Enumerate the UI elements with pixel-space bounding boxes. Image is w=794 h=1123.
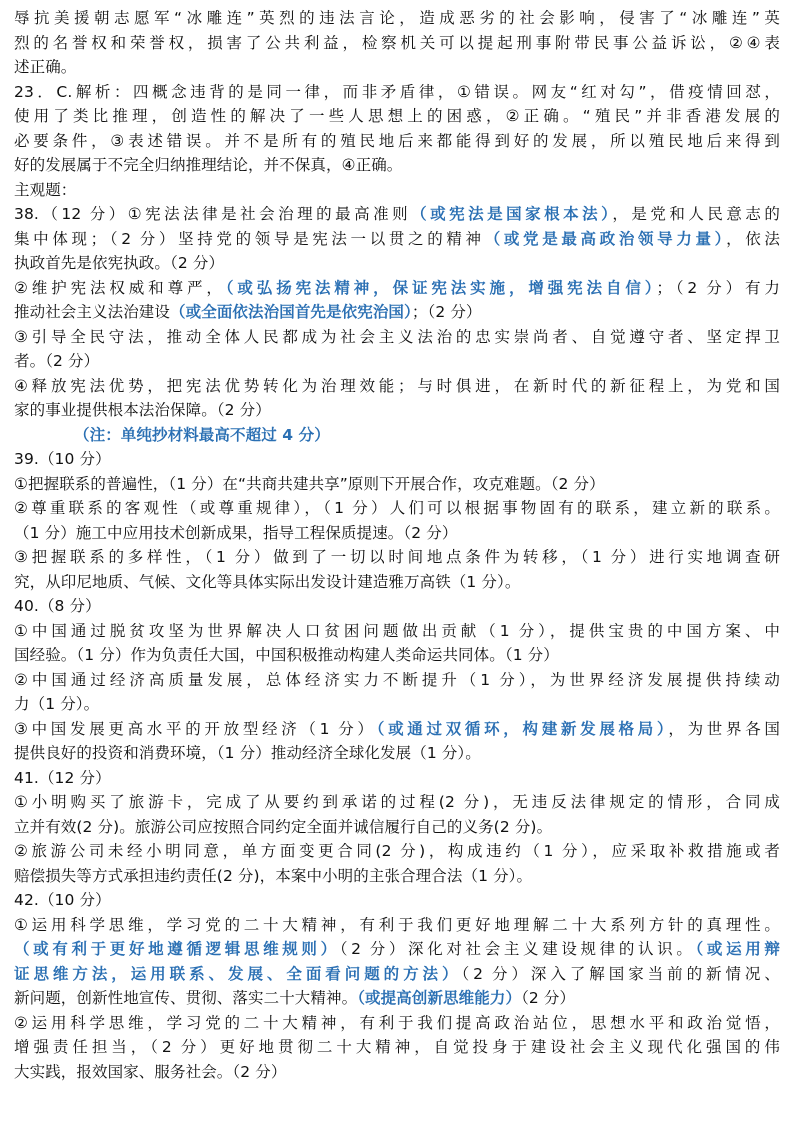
answer-text: 新问题，创新性地宣传、贯彻、落实二十大精神。 xyxy=(14,989,358,1007)
text-line xyxy=(14,153,780,178)
text-line xyxy=(14,447,780,472)
text-line xyxy=(14,276,780,301)
highlighted-annotation: （注：单纯抄材料最高不超过 4 分） xyxy=(74,425,330,444)
text-line xyxy=(14,251,780,276)
answer-text: ①运用科学思维，学习党的二十大精神，有利于我们更好地理解二十大系列方针的真理性。 xyxy=(14,915,780,934)
answer-text: 究，从印尼地质、气候、文化等具体实际出发设计建造雅万高铁（1 分）。 xyxy=(14,572,521,591)
highlighted-annotation: （或党是最高政治领导力量） xyxy=(484,229,727,248)
answer-text: ②运用科学思维，学习党的二十大精神，有利于我们提高政治站位，思想水平和政治觉悟， xyxy=(14,1013,780,1032)
text-line xyxy=(14,1035,780,1060)
answer-text: 国经验。（1 分）作为负责任大国，中国积极推动构建人类命运共同体。（1 分） xyxy=(14,646,559,664)
text-line xyxy=(14,31,780,56)
answer-text: 40.（8 分） xyxy=(14,597,101,615)
answer-text: （2 分）深化对社会主义建设规律的认识。 xyxy=(339,940,696,958)
text-line xyxy=(14,545,780,570)
highlighted-annotation: （或运用辩 xyxy=(695,940,780,958)
answer-text: 42.（10 分） xyxy=(14,891,111,909)
answer-text: 述正确。 xyxy=(14,58,77,76)
answer-text: 烈的名誉权和荣誉权，损害了公共利益，检察机关可以提起刑事附带民事公益诉讼，②④表 xyxy=(14,33,780,52)
answer-text: 23．C.解析：四概念违背的是同一律，而非矛盾律，①错误。网友“红对勾”，借疫情回怼， xyxy=(14,82,780,101)
text-line xyxy=(14,104,780,129)
answer-text: 辱抗美援朝志愿军“冰雕连”英烈的违法言论，造成恶劣的社会影响，侵害了“冰雕连”英 xyxy=(14,9,780,27)
answer-text: 执政首先是依宪执政。（2 分） xyxy=(14,254,225,272)
answer-text: ，依法 xyxy=(726,229,780,248)
answer-text: 主观题： xyxy=(14,180,77,199)
answer-text: ①小明购买了旅游卡，完成了从要约到承诺的过程(2 分)，无违反法律规定的情形，合同成 xyxy=(14,793,780,811)
answer-text: （2 分） xyxy=(521,989,576,1007)
text-line xyxy=(14,717,780,742)
text-line xyxy=(14,6,780,31)
text-line xyxy=(14,839,780,864)
answer-text: 41.（12 分） xyxy=(14,768,111,787)
answer-text: 推动社会主义法治建设 xyxy=(14,303,171,321)
answer-text: 必要条件，③表述错误。并不是所有的殖民地后来都能得到好的发展，所以殖民地后来得到 xyxy=(14,131,780,150)
text-line xyxy=(14,864,780,889)
highlighted-annotation: （或宪法是国家根本法） xyxy=(411,205,613,223)
answer-text: 增强责任担当，（2 分）更好地贯彻二十大精神，自觉投身于建设社会主义现代化强国的伟 xyxy=(14,1038,780,1056)
text-line xyxy=(14,619,780,644)
text-line xyxy=(14,1011,780,1036)
answer-text: ，是党和人民意志的 xyxy=(612,205,780,223)
text-line xyxy=(14,472,780,497)
answer-text: （2 分）深入了解国家当前的新情况、 xyxy=(461,964,780,983)
answer-text: ②中国通过经济高质量发展，总体经济实力不断提升（1 分），为世界经济发展提供持续动 xyxy=(14,670,780,689)
answer-text: ②维护宪法权威和尊严， xyxy=(14,278,226,297)
answer-text: 力（1 分）。 xyxy=(14,695,100,713)
text-line xyxy=(14,815,780,840)
answer-text: 好的发展属于不完全归纳推理结论，并不保真，④正确。 xyxy=(14,156,403,174)
text-line xyxy=(14,178,780,203)
text-line xyxy=(14,325,780,350)
text-line xyxy=(14,643,780,668)
text-line xyxy=(14,986,780,1011)
highlighted-annotation: （或全面依法治国首先是依宪治国） xyxy=(170,303,412,321)
answer-text: 者。（2 分） xyxy=(14,352,100,370)
answer-text: 家的事业提供根本法治保障。（2 分） xyxy=(14,401,271,419)
answer-text: 提供良好的投资和消费环境，（1 分）推动经济全球化发展（1 分）。 xyxy=(14,744,481,762)
text-line xyxy=(14,962,780,987)
answer-text: ①把握联系的普遍性，（1 分）在“共商共建共享”原则下开展合作，攻克难题。（2 分） xyxy=(14,474,605,493)
answer-text: 39.（10 分） xyxy=(14,450,111,468)
answer-text: ③中国发展更高水平的开放型经济（1 分） xyxy=(14,719,377,738)
text-line xyxy=(14,423,780,448)
text-line xyxy=(14,80,780,105)
answer-text: ③把握联系的多样性，（1 分）做到了一切以时间地点条件为转移，（1 分）进行实地调查研 xyxy=(14,548,780,566)
answer-text: 大实践，报效国家、服务社会。（2 分） xyxy=(14,1062,287,1081)
answer-text: 集中体现；（2 分）坚持党的领导是宪法一以贯之的精神 xyxy=(14,229,485,248)
answer-text: 赔偿损失等方式承担违约责任(2 分)，本案中小明的主张合理合法（1 分）。 xyxy=(14,866,533,885)
text-line xyxy=(14,202,780,227)
answer-text: ①中国通过脱贫攻坚为世界解决人口贫困问题做出贡献（1 分），提供宝贵的中国方案、中 xyxy=(14,621,780,640)
answer-text: 立并有效(2 分)。旅游公司应按照合同约定全面并诚信履行自己的义务(2 分)。 xyxy=(14,817,553,836)
highlighted-annotation: （或通过双循环，构建新发展格局） xyxy=(376,719,669,738)
text-line xyxy=(14,741,780,766)
text-line xyxy=(14,55,780,80)
answer-text: 38.（12 分）①宪法法律是社会治理的最高准则 xyxy=(14,205,412,223)
text-line xyxy=(14,374,780,399)
answer-text: ；（2 分） xyxy=(411,303,482,321)
text-line xyxy=(14,300,780,325)
text-line xyxy=(14,129,780,154)
text-line xyxy=(14,913,780,938)
answer-text: （1 分）施工中应用技术创新成果，指导工程保质提速。（2 分） xyxy=(14,523,458,542)
text-line xyxy=(14,692,780,717)
highlighted-annotation: 证思维方法，运用联系、发展、全面看问题的方法） xyxy=(14,964,462,983)
answer-text: ②尊重联系的客观性（或尊重规律），（1 分）人们可以根据事物固有的联系，建立新的联系。 xyxy=(14,499,780,517)
highlighted-annotation: （或提高创新思维能力） xyxy=(357,989,522,1007)
text-line xyxy=(14,766,780,791)
answer-text: ③引导全民守法，推动全体人民都成为社会主义法治的忠实崇尚者、自觉遵守者、坚定捍卫 xyxy=(14,327,780,346)
text-line xyxy=(14,668,780,693)
highlighted-annotation: （或弘扬宪法精神，保证宪法实施，增强宪法自信） xyxy=(225,278,657,297)
answer-text: ④释放宪法优势，把宪法优势转化为治理效能；与时俱进，在新时代的新征程上，为党和国 xyxy=(14,376,780,395)
text-line xyxy=(14,1060,780,1085)
text-line xyxy=(14,888,780,913)
highlighted-annotation: （或有利于更好地遵循逻辑思维规则） xyxy=(14,940,340,958)
text-line xyxy=(14,790,780,815)
answer-text: ②旅游公司未经小明同意，单方面变更合同(2 分)，构成违约（1 分），应采取补救措施或者 xyxy=(14,842,780,860)
text-line xyxy=(14,398,780,423)
text-line xyxy=(14,594,780,619)
answer-text: ；（2 分）有力 xyxy=(656,278,780,297)
text-line xyxy=(14,570,780,595)
answer-text: ，为世界各国 xyxy=(668,719,780,738)
text-line xyxy=(14,496,780,521)
text-line xyxy=(14,227,780,252)
text-line xyxy=(14,521,780,546)
text-line xyxy=(14,349,780,374)
text-line xyxy=(14,937,780,962)
answer-text: 使用了类比推理，创造性的解决了一些人思想上的困惑，②正确。“殖民”并非香港发展的 xyxy=(14,107,780,125)
